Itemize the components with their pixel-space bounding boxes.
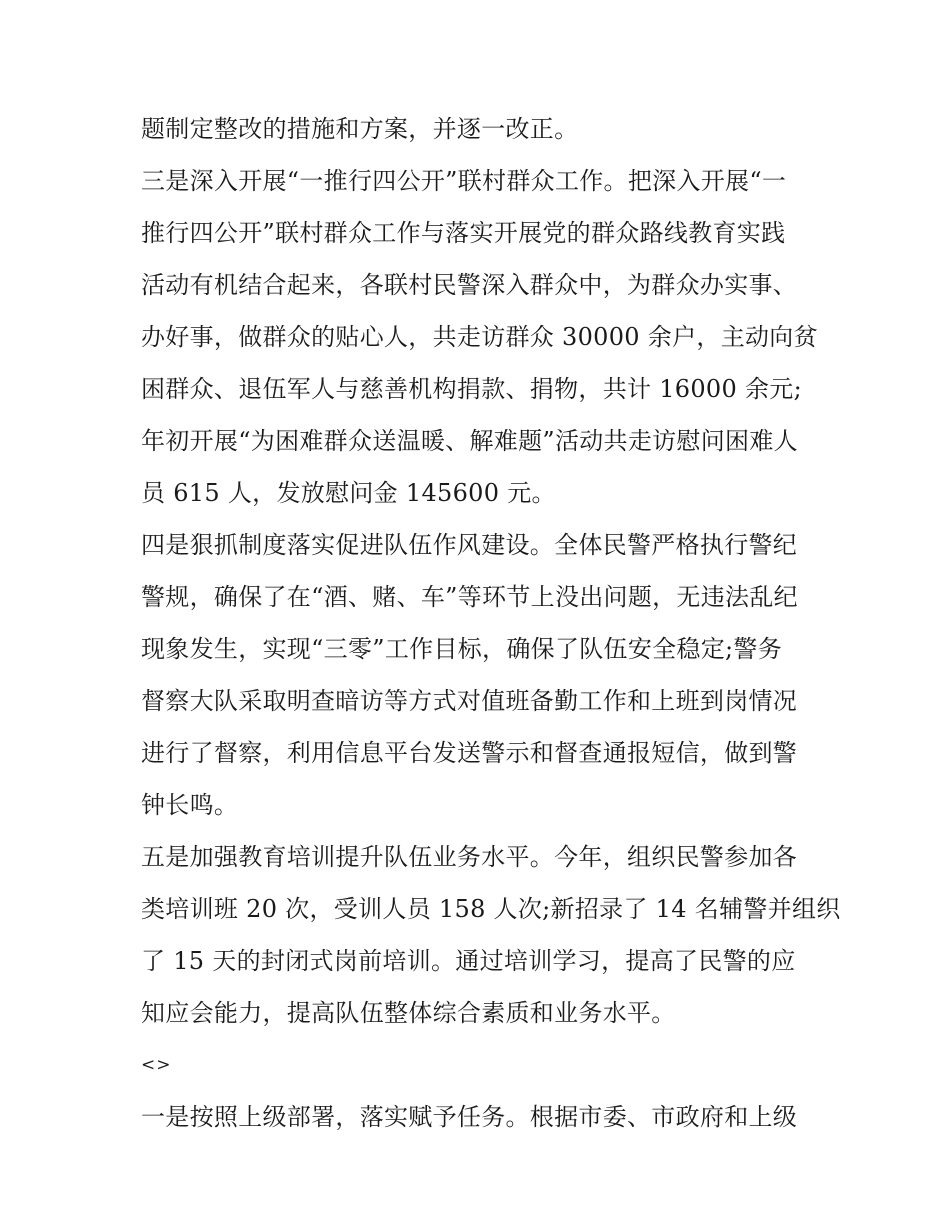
text-line: 知应会能力，提高队伍整体综合素质和业务水平。 xyxy=(141,999,676,1027)
text-line: 推行四公开”联村群众工作与落实开展党的群众路线教育实践 xyxy=(141,219,786,247)
text-line: 困群众、退伍军人与慈善机构捐款、捐物，共计 16000 余元; xyxy=(141,375,802,403)
text-line: 钟长鸣。 xyxy=(141,791,239,819)
text-line: 五是加强教育培训提升队伍业务水平。今年，组织民警参加各 xyxy=(141,843,798,871)
text-line: 一是按照上级部署，落实赋予任务。根据市委、市政府和上级 xyxy=(141,1103,798,1131)
text-line: 员 615 人，发放慰问金 145600 元。 xyxy=(141,479,556,507)
text-line: 年初开展“为困难群众送温暖、解难题”活动共走访慰问困难人 xyxy=(141,427,798,455)
text-line: 督察大队采取明查暗访等方式对值班备勤工作和上班到岗情况 xyxy=(141,687,798,715)
placeholder-marker: <> xyxy=(141,1055,172,1075)
text-line: 现象发生，实现“三零”工作目标，确保了队伍安全稳定;警务 xyxy=(141,635,783,663)
text-line: 活动有机结合起来，各联村民警深入群众中，为群众办实事、 xyxy=(141,271,798,299)
text-line: 办好事，做群众的贴心人，共走访群众 30000 余户，主动向贫 xyxy=(141,323,818,351)
text-line: 类培训班 20 次，受训人员 158 人次;新招录了 14 名辅警并组织 xyxy=(141,895,841,923)
text-line: 了 15 天的封闭式岗前培训。通过培训学习，提高了民警的应 xyxy=(141,947,796,975)
text-line: 三是深入开展“一推行四公开”联村群众工作。把深入开展“一 xyxy=(141,167,787,195)
text-line: 警规，确保了在“酒、赌、车”等环节上没出问题，无违法乱纪 xyxy=(141,583,798,611)
text-line: 四是狠抓制度落实促进队伍作风建设。全体民警严格执行警纪 xyxy=(141,531,798,559)
document-body xyxy=(141,107,841,1147)
text-line: 题制定整改的措施和方案，并逐一改正。 xyxy=(141,115,579,143)
text-line: 进行了督察，利用信息平台发送警示和督查通报短信，做到警 xyxy=(141,739,798,767)
